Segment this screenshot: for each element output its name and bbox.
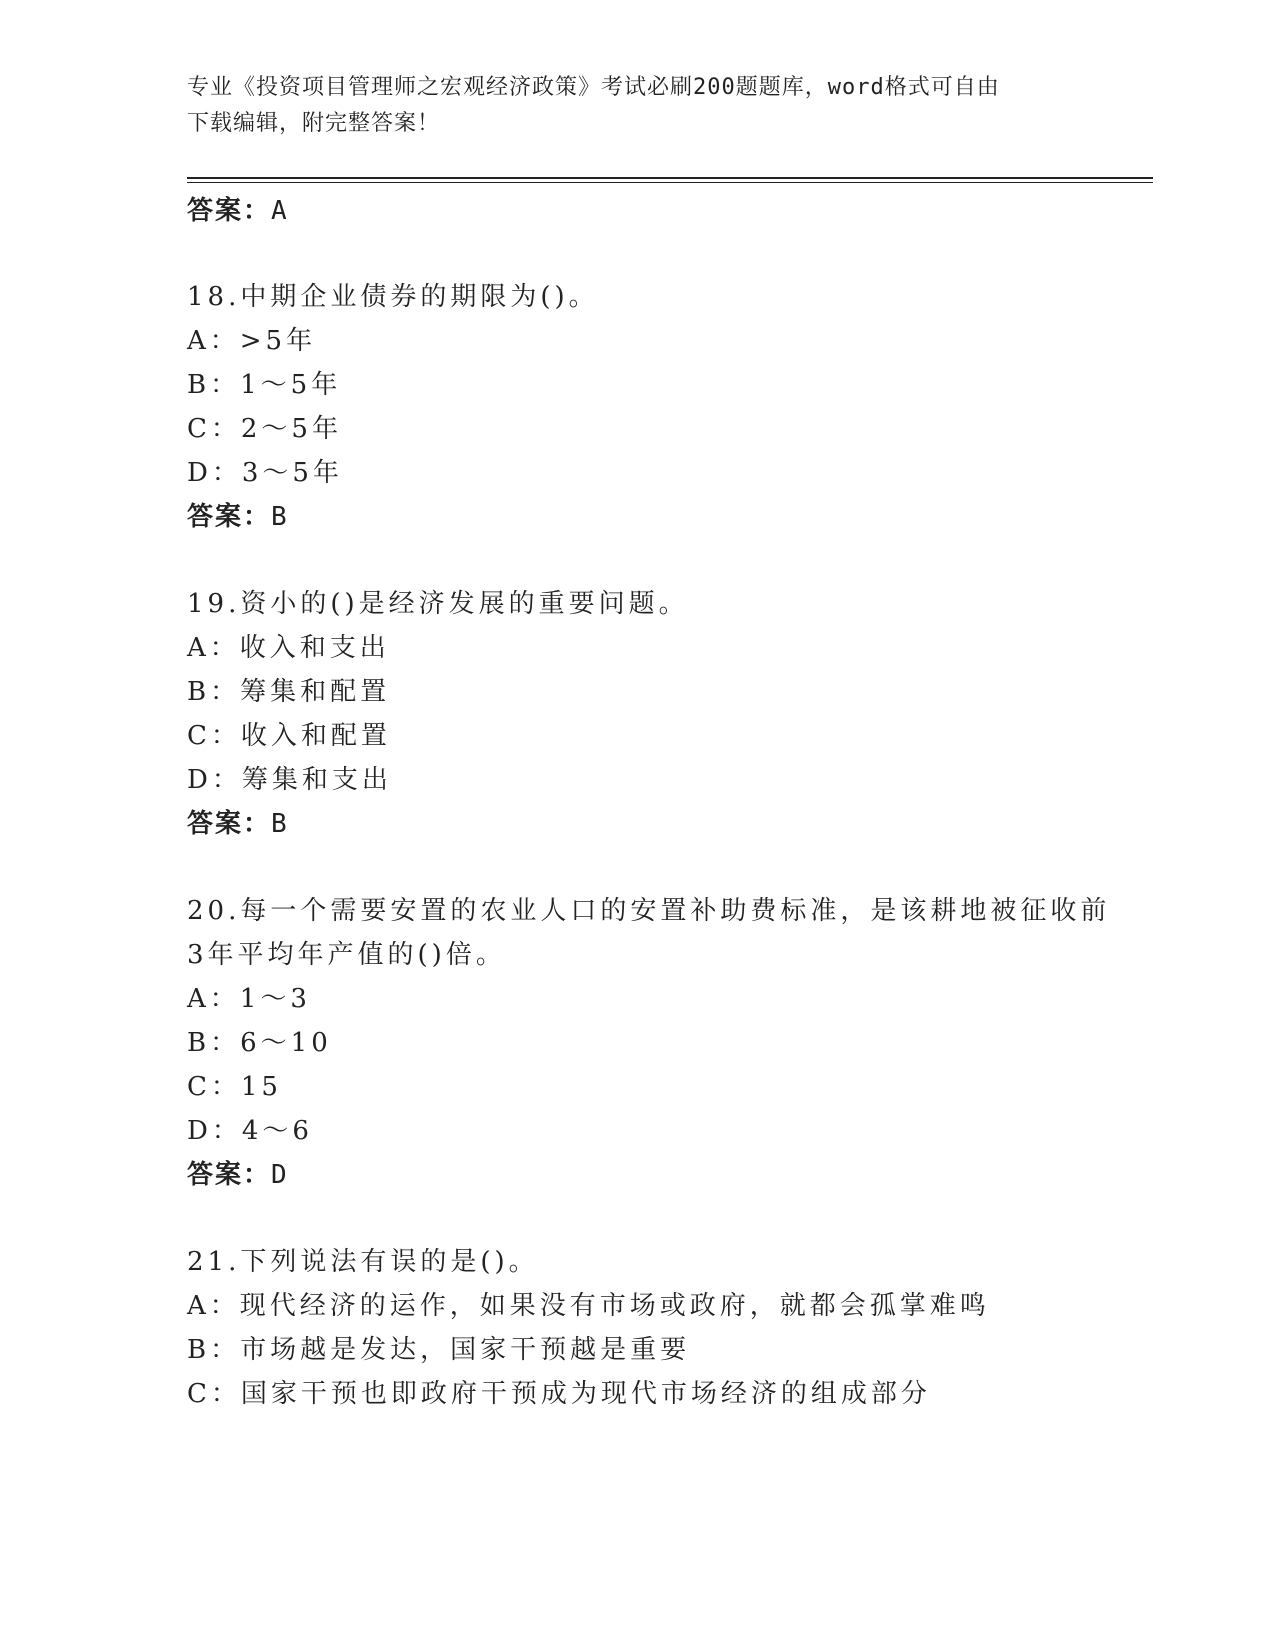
option-d: D：筹集和支出 bbox=[187, 765, 392, 795]
question-stem: 18.中期企业债券的期限为()。 bbox=[187, 282, 599, 312]
option-a: A：现代经济的运作，如果没有市场或政府，就都会孤掌难鸣 bbox=[187, 1291, 990, 1321]
document-header bbox=[187, 70, 1067, 142]
answer-label: 答案： bbox=[187, 1160, 272, 1190]
answer-line bbox=[187, 190, 289, 227]
option-c: C：国家干预也即政府干预成为现代市场经济的组成部分 bbox=[187, 1379, 931, 1409]
question-stem-continued: 3年平均年产值的()倍。 bbox=[187, 940, 506, 970]
option-a: A：>5年 bbox=[187, 326, 317, 356]
option-d: D：3～5年 bbox=[187, 458, 343, 488]
question-stem: 20.每一个需要安置的农业人口的安置补助费标准，是该耕地被征收前 bbox=[187, 896, 1111, 926]
answer-value: B bbox=[271, 809, 289, 839]
answer-label: 答案： bbox=[187, 809, 272, 839]
header-line-2: 下载编辑，附完整答案！ bbox=[187, 111, 441, 136]
answer-value: D bbox=[271, 1160, 289, 1190]
option-a: A：收入和支出 bbox=[187, 633, 390, 663]
answer-value: B bbox=[271, 502, 289, 532]
header-line-1: 专业《投资项目管理师之宏观经济政策》考试必刷200题题库，word格式可自由 bbox=[187, 75, 1000, 100]
option-b: B：6～10 bbox=[187, 1028, 332, 1058]
header-rule-thick bbox=[187, 177, 1153, 179]
option-b: B：筹集和配置 bbox=[187, 677, 391, 707]
answer-line bbox=[187, 803, 289, 840]
question-stem: 21.下列说法有误的是()。 bbox=[187, 1247, 539, 1277]
answer-line bbox=[187, 496, 289, 533]
option-c: C：2～5年 bbox=[187, 414, 342, 444]
option-b: B：市场越是发达，国家干预越是重要 bbox=[187, 1335, 691, 1365]
answer-value: A bbox=[271, 196, 289, 226]
option-c: C：15 bbox=[187, 1072, 282, 1102]
answer-label: 答案： bbox=[187, 196, 272, 226]
answer-line bbox=[187, 1154, 289, 1191]
option-c: C：收入和配置 bbox=[187, 721, 391, 751]
answer-label: 答案： bbox=[187, 502, 272, 532]
option-a: A：1～3 bbox=[187, 984, 311, 1014]
option-d: D：4～6 bbox=[187, 1116, 313, 1146]
question-stem: 19.资小的()是经济发展的重要问题。 bbox=[187, 589, 689, 619]
header-rule-thin bbox=[187, 182, 1153, 183]
option-b: B：1～5年 bbox=[187, 370, 342, 400]
